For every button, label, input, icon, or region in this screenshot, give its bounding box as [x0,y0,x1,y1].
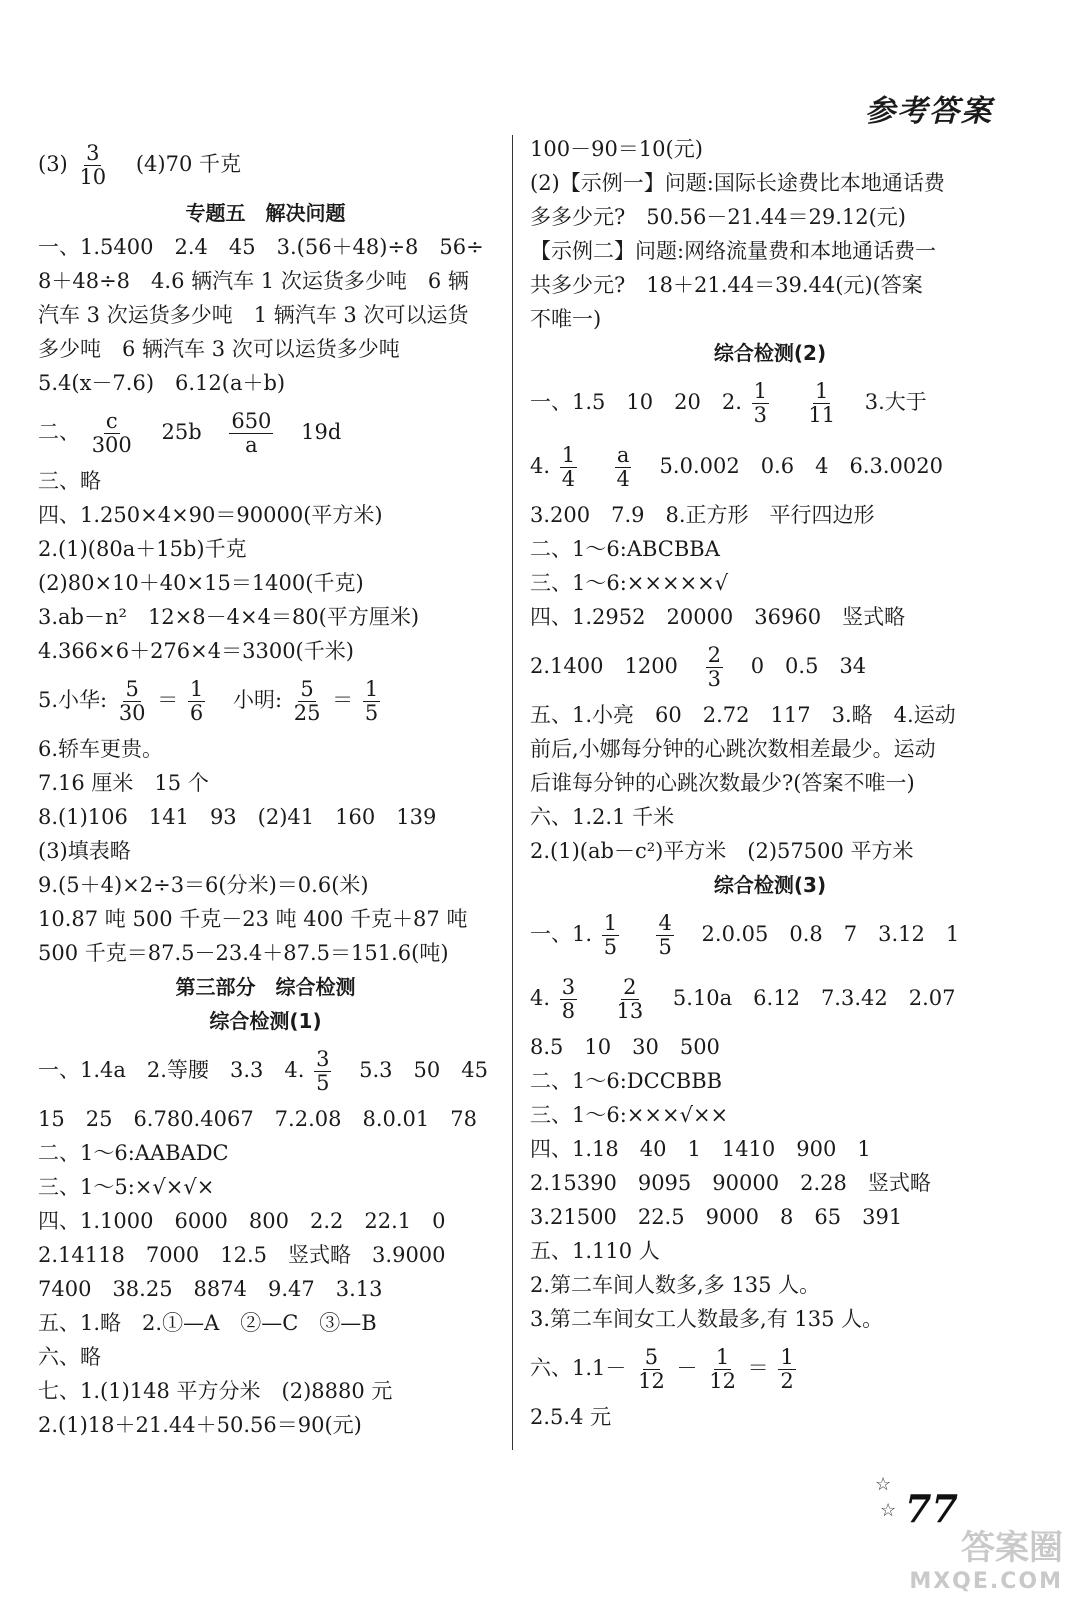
answer-line [38,132,493,196]
answer-line: 15 25 6.780.4067 7.2.08 8.0.01 78 [38,1107,477,1131]
section-title: 综合检测(3) [713,873,827,897]
answer-line: 2.5.4 元 [530,1405,612,1429]
answer-line: 三、1～5:×√×√× [38,1175,215,1199]
answer-line: 5.4(x－7.6) 6.12(a＋b) [38,371,286,395]
fraction: $\frac{a}{4}$ [616,442,630,491]
answer-line: 4. $\frac{3}{8}$ $\frac{2}{13}$ 5.10a 6.12 7.3.42 2.07 [530,974,956,1023]
answer-line: 9.(5＋4)×2÷3＝6(分米)＝0.6(米) [38,873,369,897]
fraction: $\frac{5}{25}$ [293,676,321,725]
answer-line: 2.第二车间人数多,多 135 人。 [530,1273,821,1297]
fraction: $\frac{1}{4}$ [561,442,576,491]
section-title: 专题五 解决问题 [185,201,346,225]
fraction: $\frac{3}{8}$ [561,974,576,1023]
answer-line: 4. $\frac{1}{4}$ $\frac{a}{4}$ 5.0.002 0.6 4 6.3.0020 [530,442,943,491]
fraction: $\frac{1}{5}$ [603,910,618,959]
fraction: $\frac{1}{11}$ [808,378,836,427]
fraction: $\frac{3}{5}$ [316,1046,330,1095]
answer-line: 一、1.5 10 20 2. $\frac{1}{3}$ $\frac{1}{11}$ 3.大于 [530,378,927,427]
fraction: $\frac{3}{10}$ [79,140,107,189]
answer-line: 二、1～6:DCCBBB [530,1069,723,1093]
answer-line: 500 千克＝87.5－23.4＋87.5＝151.6(吨) [38,941,449,965]
answer-line: 五、1.小亮 60 2.72 117 3.略 4.运动 [530,703,956,727]
answer-line: 六、1.1－ $\frac{5}{12}$ － $\frac{1}{12}$ ＝ $\frac{1}{2}$ [530,1344,794,1393]
answer-line: (2)【示例一】问题:国际长途费比本地通话费 [530,171,945,195]
answer-line: 四、1.18 40 1 1410 900 1 [530,1137,871,1161]
answer-line: 五、1.110 人 [530,1239,660,1263]
fraction: $\frac{1}{5}$ [364,676,379,725]
answer-line: 3.第二车间女工人数最多,有 135 人。 [530,1307,884,1331]
answer-line: 多多少元? 50.56－21.44＝29.12(元) [530,205,906,229]
answer-line: (3)填表略 [38,839,131,863]
answer-line: 七、1.(1)148 平方分米 (2)8880 元 [38,1379,393,1403]
fraction: $\frac{2}{13}$ [616,974,644,1023]
answer-line: 10.87 吨 500 千克－23 吨 400 千克＋87 吨 [38,907,468,931]
answer-line: 2.14118 7000 12.5 竖式略 3.9000 [38,1243,446,1267]
answer-line: 四、1.250×4×90＝90000(平方米) [38,503,383,527]
answer-line: 3.21500 22.5 9000 8 65 391 [530,1205,903,1229]
answer-line: 2.(1)18＋21.44＋50.56＝90(元) [38,1413,362,1437]
answer-line: 四、1.1000 6000 800 2.2 22.1 0 [38,1209,446,1233]
fraction: $\frac{1}{3}$ [753,378,767,427]
fraction: $\frac{2}{3}$ [707,642,721,691]
right-column [530,132,1010,1434]
answer-line: 7.16 厘米 15 个 [38,771,209,795]
answer-line: 100－90＝10(元) [530,137,703,161]
answer-line: 后谁每分钟的心跳次数最少?(答案不唯一) [530,771,915,795]
answer-line: 2.1400 1200 $\frac{2}{3}$ 0 0.5 34 [530,642,867,691]
answer-line: 三、1～6:×××××√ [530,571,729,595]
fraction: $\frac{1}{2}$ [780,1344,794,1393]
answer-line: 2.(1)(80a＋15b)千克 [38,537,247,561]
answer-line: 8＋48÷8 4.6 辆汽车 1 次运货多少吨 6 辆 [38,269,469,293]
fraction: $\frac{5}{12}$ [638,1344,665,1393]
fraction: $\frac{1}{6}$ [189,676,204,725]
answer-line: 8.(1)106 141 93 (2)41 160 139 [38,805,437,829]
answer-line: 六、1.2.1 千米 [530,805,675,829]
fraction: $\frac{4}{5}$ [658,910,672,959]
answer-line: 多少吨 6 辆汽车 3 次可以运货多少吨 [38,337,400,361]
answer-line: 5.小华: $\frac{5}{30}$ ＝ $\frac{1}{6}$ 小明: $\frac{5}{25}$ ＝ $\frac{1}{5}$ [38,676,379,725]
answer-line: 六、略 [38,1345,101,1369]
section-title: 第三部分 综合检测 [175,975,356,999]
answer-line: 【示例二】问题:网络流量费和本地通话费一 [530,239,937,263]
star-icon: ☆ [875,1474,892,1495]
answer-line: 2.(1)(ab－c²)平方米 (2)57500 平方米 [530,839,914,863]
section-title: 综合检测(2) [713,341,827,365]
answer-text: (4)70 千克 [135,152,242,176]
answer-line: 二、 $\frac{c}{300}$ 25b $\frac{650}{a}$ 19d [38,408,342,457]
answer-line: 一、1.5400 2.4 45 3.(56＋48)÷8 56÷ [38,235,484,259]
page-header-title: 参考答案 [865,94,993,129]
answer-text: (3) [38,152,68,176]
fraction: $\frac{5}{30}$ [118,676,146,725]
answer-line: 7400 38.25 8874 9.47 3.13 [38,1277,383,1301]
answer-line: 8.5 10 30 500 [530,1035,720,1059]
fraction: $\frac{1}{12}$ [709,1344,736,1393]
answer-line: 五、1.略 2.①—A ②—C ③—B [38,1311,377,1335]
answer-line: 3.200 7.9 8.正方形 平行四边形 [530,503,875,527]
answer-line: 6.轿车更贵。 [38,737,164,761]
answer-line: 一、1.4a 2.等腰 3.3 4. $\frac{3}{5}$ 5.3 50 45 [38,1046,488,1095]
answer-line: 4.366×6＋276×4＝3300(千米) [38,639,354,663]
answer-line: 共多少元? 18＋21.44＝39.44(元)(答案 [530,273,923,297]
answer-line: 不唯一) [530,307,602,331]
answer-line: 一、1. $\frac{1}{5}$ $\frac{4}{5}$ 2.0.05 0.8 7 3.12 1 [530,910,960,959]
answer-line: 二、1～6:ABCBBA [530,537,720,561]
star-icon: ☆ [880,1500,897,1521]
watermark: 答案圈 MXQE.COM [909,1528,1063,1594]
answer-line: 前后,小娜每分钟的心跳次数相差最少。运动 [530,737,936,761]
page-number: 77 [905,1486,958,1531]
answer-line: 三、略 [38,469,101,493]
answer-line: 四、1.2952 20000 36960 竖式略 [530,605,906,629]
answer-line: 三、1～6:×××√×× [530,1103,729,1127]
answer-line: 3.ab－n² 12×8－4×4＝80(平方厘米) [38,605,420,629]
column-divider [512,135,513,1450]
fraction: $\frac{c}{300}$ [91,408,132,457]
left-column [38,132,493,1442]
answer-line: 2.15390 9095 90000 2.28 竖式略 [530,1171,931,1195]
answer-line: 汽车 3 次运货多少吨 1 辆汽车 3 次可以运货 [38,303,469,327]
answer-line: 二、1～6:AABADC [38,1141,229,1165]
answer-line: (2)80×10＋40×15＝1400(千克) [38,571,364,595]
fraction: $\frac{650}{a}$ [231,408,272,457]
section-title: 综合检测(1) [209,1009,322,1033]
